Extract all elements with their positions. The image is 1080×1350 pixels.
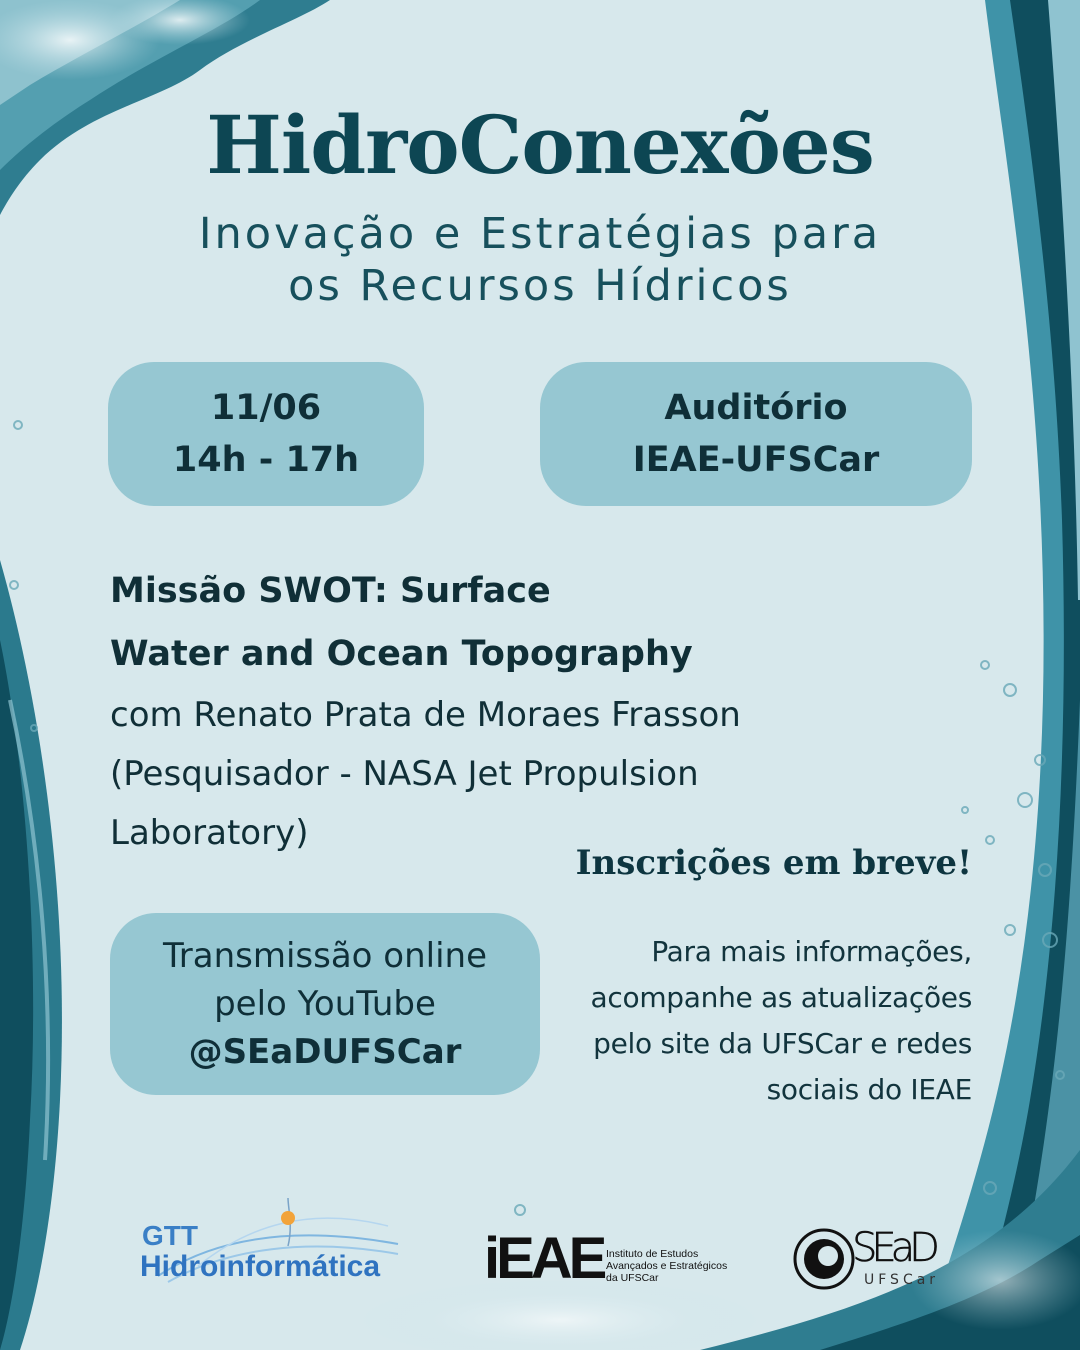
venue-badge: [540, 362, 972, 506]
talk-title: Missão SWOT: Surface: [110, 571, 551, 611]
gtt-logo-text: GTT: [142, 1220, 198, 1251]
stream-text: Transmissão online: [163, 936, 487, 976]
event-subtitle: [140, 208, 940, 312]
talk-title: Water and Ocean Topography: [110, 634, 693, 674]
more-info-text: [540, 929, 972, 1113]
event-date: 11/06: [210, 388, 322, 428]
gtt-hidroinformatica-logo: [138, 1196, 400, 1288]
talk-details: [110, 560, 810, 863]
ieae-caption-line: da UFSCar: [606, 1272, 659, 1284]
stream-badge: [110, 913, 540, 1095]
ieae-caption-line: Instituto de Estudos: [606, 1248, 699, 1260]
ieae-caption-line: Avançados e Estratégicos: [606, 1260, 728, 1272]
youtube-handle[interactable]: @SEaDUFSCar: [188, 1032, 462, 1072]
sead-logo-text: SEaD: [852, 1225, 934, 1271]
sead-ufscar-logo: [792, 1224, 962, 1294]
speaker-text: (Pesquisador - NASA Jet Propulsion: [110, 754, 699, 794]
ieae-logo: [484, 1228, 734, 1294]
ufscar-logo-text: UFSCar: [864, 1272, 940, 1288]
info-line: Para mais informações,: [651, 935, 972, 968]
venue-name: Auditório: [664, 388, 848, 428]
event-time: 14h - 17h: [172, 440, 360, 480]
ieae-logo-mark: iEAE: [484, 1226, 604, 1291]
speaker-text: com Renato Prata de Moraes Frasson: [110, 695, 741, 735]
speaker-text: Laboratory): [110, 813, 309, 853]
registration-notice: Inscrições em breve!: [575, 843, 972, 883]
venue-institution: IEAE-UFSCar: [632, 440, 880, 480]
hidroinformatica-logo-text: Hidroinformática: [140, 1250, 381, 1283]
stream-text: pelo YouTube: [214, 984, 436, 1024]
ieae-logo-caption: [606, 1248, 734, 1284]
date-time-badge: [108, 362, 424, 506]
info-line: sociais do IEAE: [766, 1073, 972, 1106]
subtitle-line: os Recursos Hídricos: [288, 261, 792, 311]
sead-circle-icon: [792, 1226, 856, 1292]
subtitle-line: Inovação e Estratégias para: [198, 209, 882, 259]
info-line: pelo site da UFSCar e redes: [593, 1027, 972, 1060]
event-title: HidroConexões: [206, 98, 874, 192]
info-line: acompanhe as atualizações: [590, 981, 972, 1014]
